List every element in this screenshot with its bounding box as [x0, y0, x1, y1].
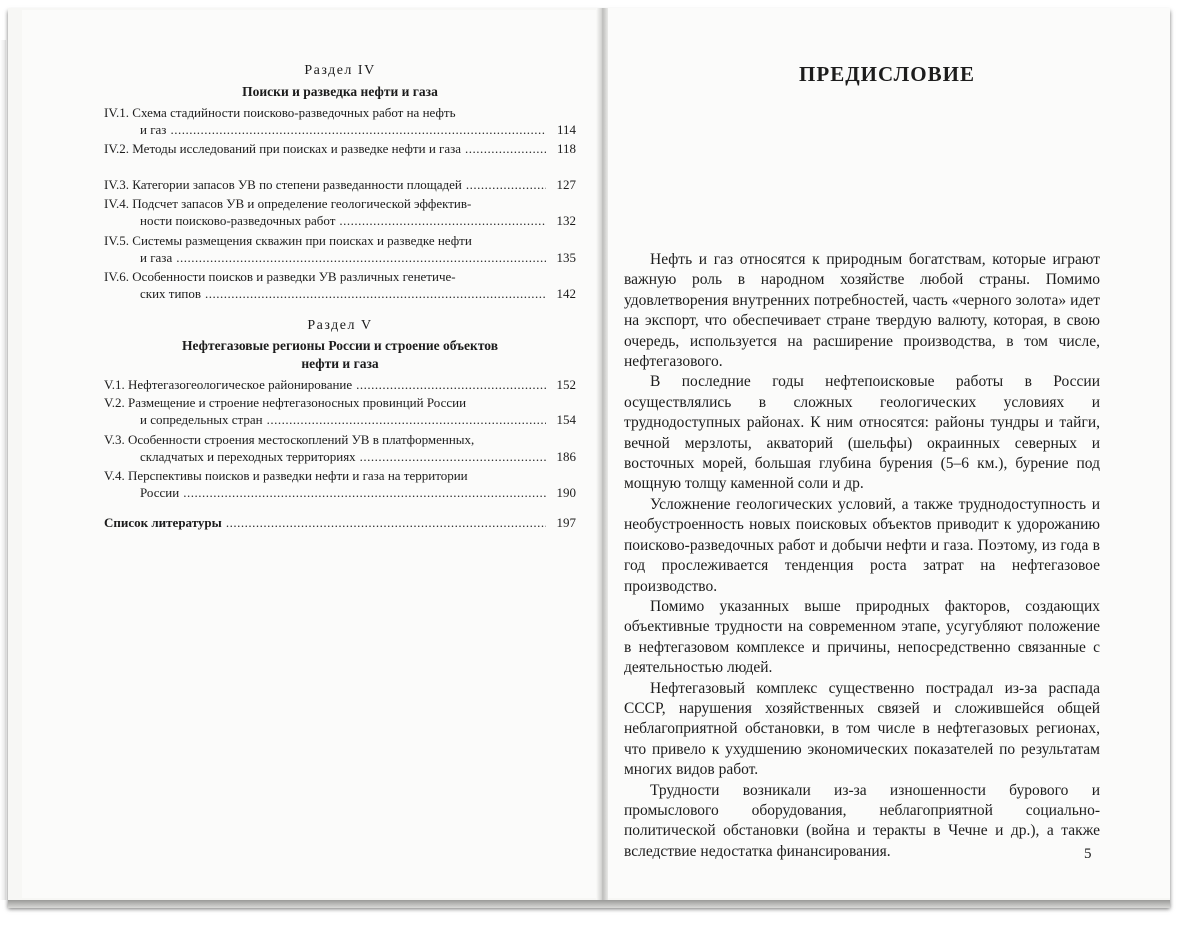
- toc-entry: [104, 195, 576, 229]
- paragraph: В последние годы нефтепоисковые работы в России осуществлялись в сложных геологических условиях и труднодоступных районах. К ним относятся: районы тундры и тайги, вечной мерзлоты, акваторий (шельфы) окраинных северных и восточных морей, большая глубина бурения (5–6 км.), бурение под мощную толщу каменной соли и др.: [624, 372, 1100, 494]
- paragraph: Нефть и газ относятся к природным богатствам, которые играют важную роль в народном хозяйстве любой страны. Помимо удовлетворения внутренних потребностей, часть «черного золота» идет на экспорт, что обеспечивает стране твердую валюту, которая, в свою очередь, используется на расширение производства, в том числе, нефтегазового.: [624, 250, 1100, 372]
- leader-dots: ........................................................: [339, 212, 546, 229]
- toc-page-number: 154: [550, 411, 576, 428]
- leader-dots: ..................................................................................................: [176, 249, 546, 266]
- leader-dots: ....................................................................................................: [170, 121, 546, 138]
- section-5-title-line2: нефти и газа: [0, 356, 680, 372]
- section-5-title-line1: Нефтегазовые регионы России и строение объектов: [0, 338, 680, 354]
- leader-dots: ......................: [466, 176, 546, 193]
- toc-entry: [104, 104, 576, 138]
- toc-entry-label-cont: и газ: [140, 121, 166, 138]
- leader-dots: ..........................................................................: [267, 411, 546, 428]
- scan-left-edge: [0, 40, 6, 900]
- toc-entry-label: IV.6. Особенности поисков и разведки УВ различных генетиче-: [104, 268, 576, 285]
- section-4-title: Поиски и разведка нефти и газа: [0, 84, 680, 100]
- toc-page-number: 135: [550, 249, 576, 266]
- toc-entry: [104, 467, 576, 501]
- toc-entry-label-cont: ских типов: [140, 285, 201, 302]
- toc-page-number: 127: [550, 176, 576, 193]
- toc-entry-label: Список литературы: [104, 514, 222, 531]
- preface-title: ПРЕДИСЛОВИЕ: [600, 62, 1174, 87]
- toc-entry: [104, 431, 576, 465]
- toc-page-number: 197: [550, 514, 576, 531]
- toc-entry-label: IV.4. Подсчет запасов УВ и определение геологической эффектив-: [104, 195, 576, 212]
- toc-entry-label: IV.1. Схема стадийности поисково-разведочных работ на нефть: [104, 104, 576, 121]
- toc-entry-label: V.2. Размещение и строение нефтегазоносных провинций России: [104, 394, 576, 411]
- toc-entry-label: IV.3. Категории запасов УВ по степени разведанности площадей: [104, 176, 462, 193]
- toc-entry: [104, 140, 576, 157]
- toc-entry-label-cont: ности поисково-разведочных работ: [140, 212, 335, 229]
- toc-page-number: 190: [550, 484, 576, 501]
- toc-entry-label-cont: складчатых и переходных территориях: [140, 448, 356, 465]
- paragraph: Нефтегазовый комплекс существенно пострадал из-за распада СССР, нарушения хозяйственных связей и сложившейся общей неблагоприятной обстановки, в том числе в нефтегазовых регионах, что привело к ухудшению экономических показателей по результатам многих видов работ.: [624, 679, 1100, 781]
- section-5-heading: Раздел V: [0, 318, 680, 334]
- toc-page-number: 118: [550, 140, 576, 157]
- toc-entry-label: V.1. Нефтегазогеологическое районирование: [104, 376, 352, 393]
- toc-entry-label-cont: и сопредельных стран: [140, 411, 263, 428]
- toc-entry: [104, 232, 576, 266]
- toc-page-number: 186: [550, 448, 576, 465]
- toc-page-number: 132: [550, 212, 576, 229]
- toc-entry: [104, 268, 576, 302]
- toc-entry-label: V.4. Перспективы поисков и разведки нефти и газа на территории: [104, 467, 576, 484]
- toc-entry-label: V.3. Особенности строения местоскоплений УВ в платформенных,: [104, 431, 576, 448]
- leader-dots: ...........................................................................................: [205, 285, 546, 302]
- paragraph: Усложнение геологических условий, а также труднодоступность и необустроенность новых поисковых объектов приводит к удорожанию поисково-разведочных работ и добычи нефти и газа. Поэтому, из года в год прослеживается тенденция роста затрат на нефтегазовое производство.: [624, 495, 1100, 597]
- leader-dots: ..................................................: [360, 448, 546, 465]
- paragraph: Трудности возникали из-за изношенности бурового и промыслового оборудования, неблагоприятной социально-политической обстановки (война и теракты в Чечне и др.), а также вследствие недостатка финансирования.: [624, 781, 1100, 863]
- toc-entry: [104, 394, 576, 428]
- toc-entry-label-cont: и газа: [140, 249, 172, 266]
- section-4-heading: Раздел IV: [0, 63, 680, 79]
- preface-body: [624, 250, 1100, 862]
- leader-dots: ...........................................................................................: [226, 514, 546, 531]
- toc-entry-label: IV.2. Методы исследований при поисках и разведке нефти и газа: [104, 140, 461, 157]
- page-number: 5: [1084, 846, 1092, 863]
- toc-page-number: 142: [550, 285, 576, 302]
- toc-entry-label: IV.5. Системы размещения скважин при поисках и разведке нефти: [104, 232, 576, 249]
- book-spine: [596, 8, 608, 902]
- toc-entry: [104, 176, 576, 193]
- leader-dots: ..................................................: [356, 376, 546, 393]
- book-bottom-edge: [8, 900, 1170, 908]
- toc-page-number: 152: [550, 376, 576, 393]
- toc-entry: [104, 376, 576, 393]
- paragraph: Помимо указанных выше природных факторов, создающих объективные трудности на современном этапе, усугубляют положение в нефтегазовом комплексе и причины, непосредственно связанные с деятельностью людей.: [624, 597, 1100, 679]
- toc-entry-bibliography: [104, 514, 576, 531]
- leader-dots: ................................................................................................: [183, 484, 546, 501]
- leader-dots: ......................: [465, 140, 546, 157]
- toc-page-number: 114: [550, 121, 576, 138]
- toc-entry-label-cont: России: [140, 484, 179, 501]
